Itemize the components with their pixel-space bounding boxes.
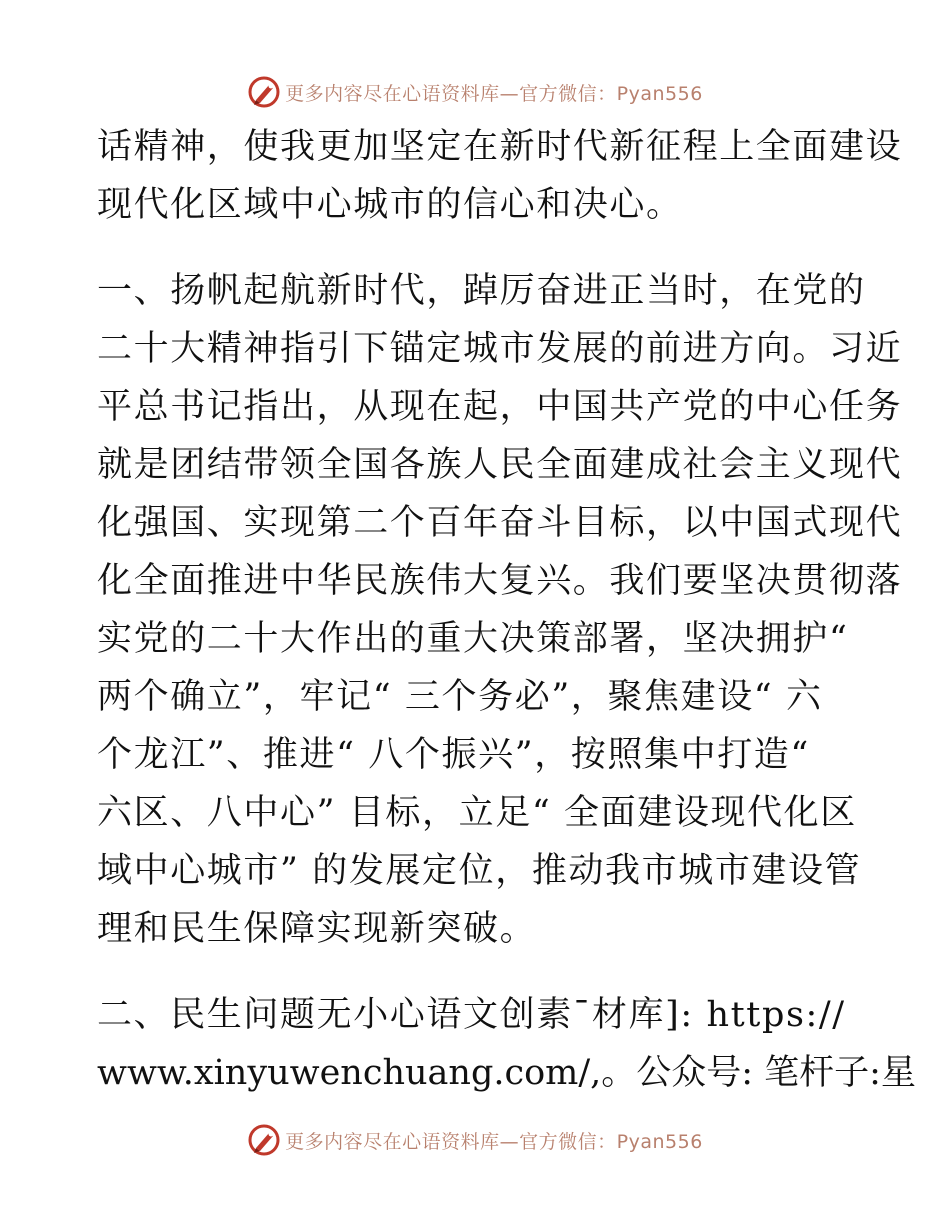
paragraph <box>97 986 916 1102</box>
footer-watermark-banner <box>0 1120 950 1160</box>
paragraph-gap <box>97 958 857 986</box>
paragraph-gap <box>97 234 857 262</box>
text-line: 个龙江”、推进“ 八个振兴”，按照集中打造“ <box>97 735 810 775</box>
red-pen-logo-icon <box>247 75 281 109</box>
red-pen-logo-icon <box>247 1123 281 1157</box>
text-line: 一、扬帆起航新时代，踔厉奋进正当时，在党的 <box>97 271 866 311</box>
watermark-text: 更多内容尽在心语资料库—官方微信：Pyan556 <box>285 1130 703 1153</box>
text-line: 就是团结带领全国各族人民全面建成社会主义现代 <box>97 445 903 485</box>
paragraph <box>97 118 903 234</box>
text-line: 现代化区域中心城市的信心和决心。 <box>97 185 683 225</box>
text-line: 话精神，使我更加坚定在新时代新征程上全面建设 <box>97 127 903 167</box>
text-line: 化全面推进中华民族伟大复兴。我们要坚决贯彻落 <box>97 561 903 601</box>
text-line: 平总书记指出，从现在起，中国共产党的中心任务 <box>97 387 903 427</box>
text-line: 六区、八中心” 目标，立足“ 全面建设现代化区 <box>97 793 857 833</box>
text-line: 两个确立”，牢记“ 三个务必”，聚焦建设“ 六 <box>97 677 823 717</box>
text-line: 域中心城市” 的发展定位，推动我市城市建设管 <box>97 851 862 891</box>
text-line: 实党的二十大作出的重大决策部署，坚决拥护“ <box>97 619 849 659</box>
text-line: 二十大精神指引下锚定城市发展的前进方向。习近 <box>97 329 903 369</box>
watermark-text: 更多内容尽在心语资料库—官方微信：Pyan556 <box>285 82 703 105</box>
paragraph <box>97 262 903 958</box>
header-watermark-banner <box>0 72 950 112</box>
text-line: 化强国、实现第二个百年奋斗目标，以中国式现代 <box>97 503 903 543</box>
text-line: 二、民生问题无小心语文创素¯材库]: https:// <box>97 995 846 1035</box>
document-body <box>97 118 916 1102</box>
text-line: 理和民生保障实现新突破。 <box>97 909 537 949</box>
text-line: www.xinyuwenchuang.com/,。公众号: 笔杆子:星 <box>97 1053 916 1093</box>
